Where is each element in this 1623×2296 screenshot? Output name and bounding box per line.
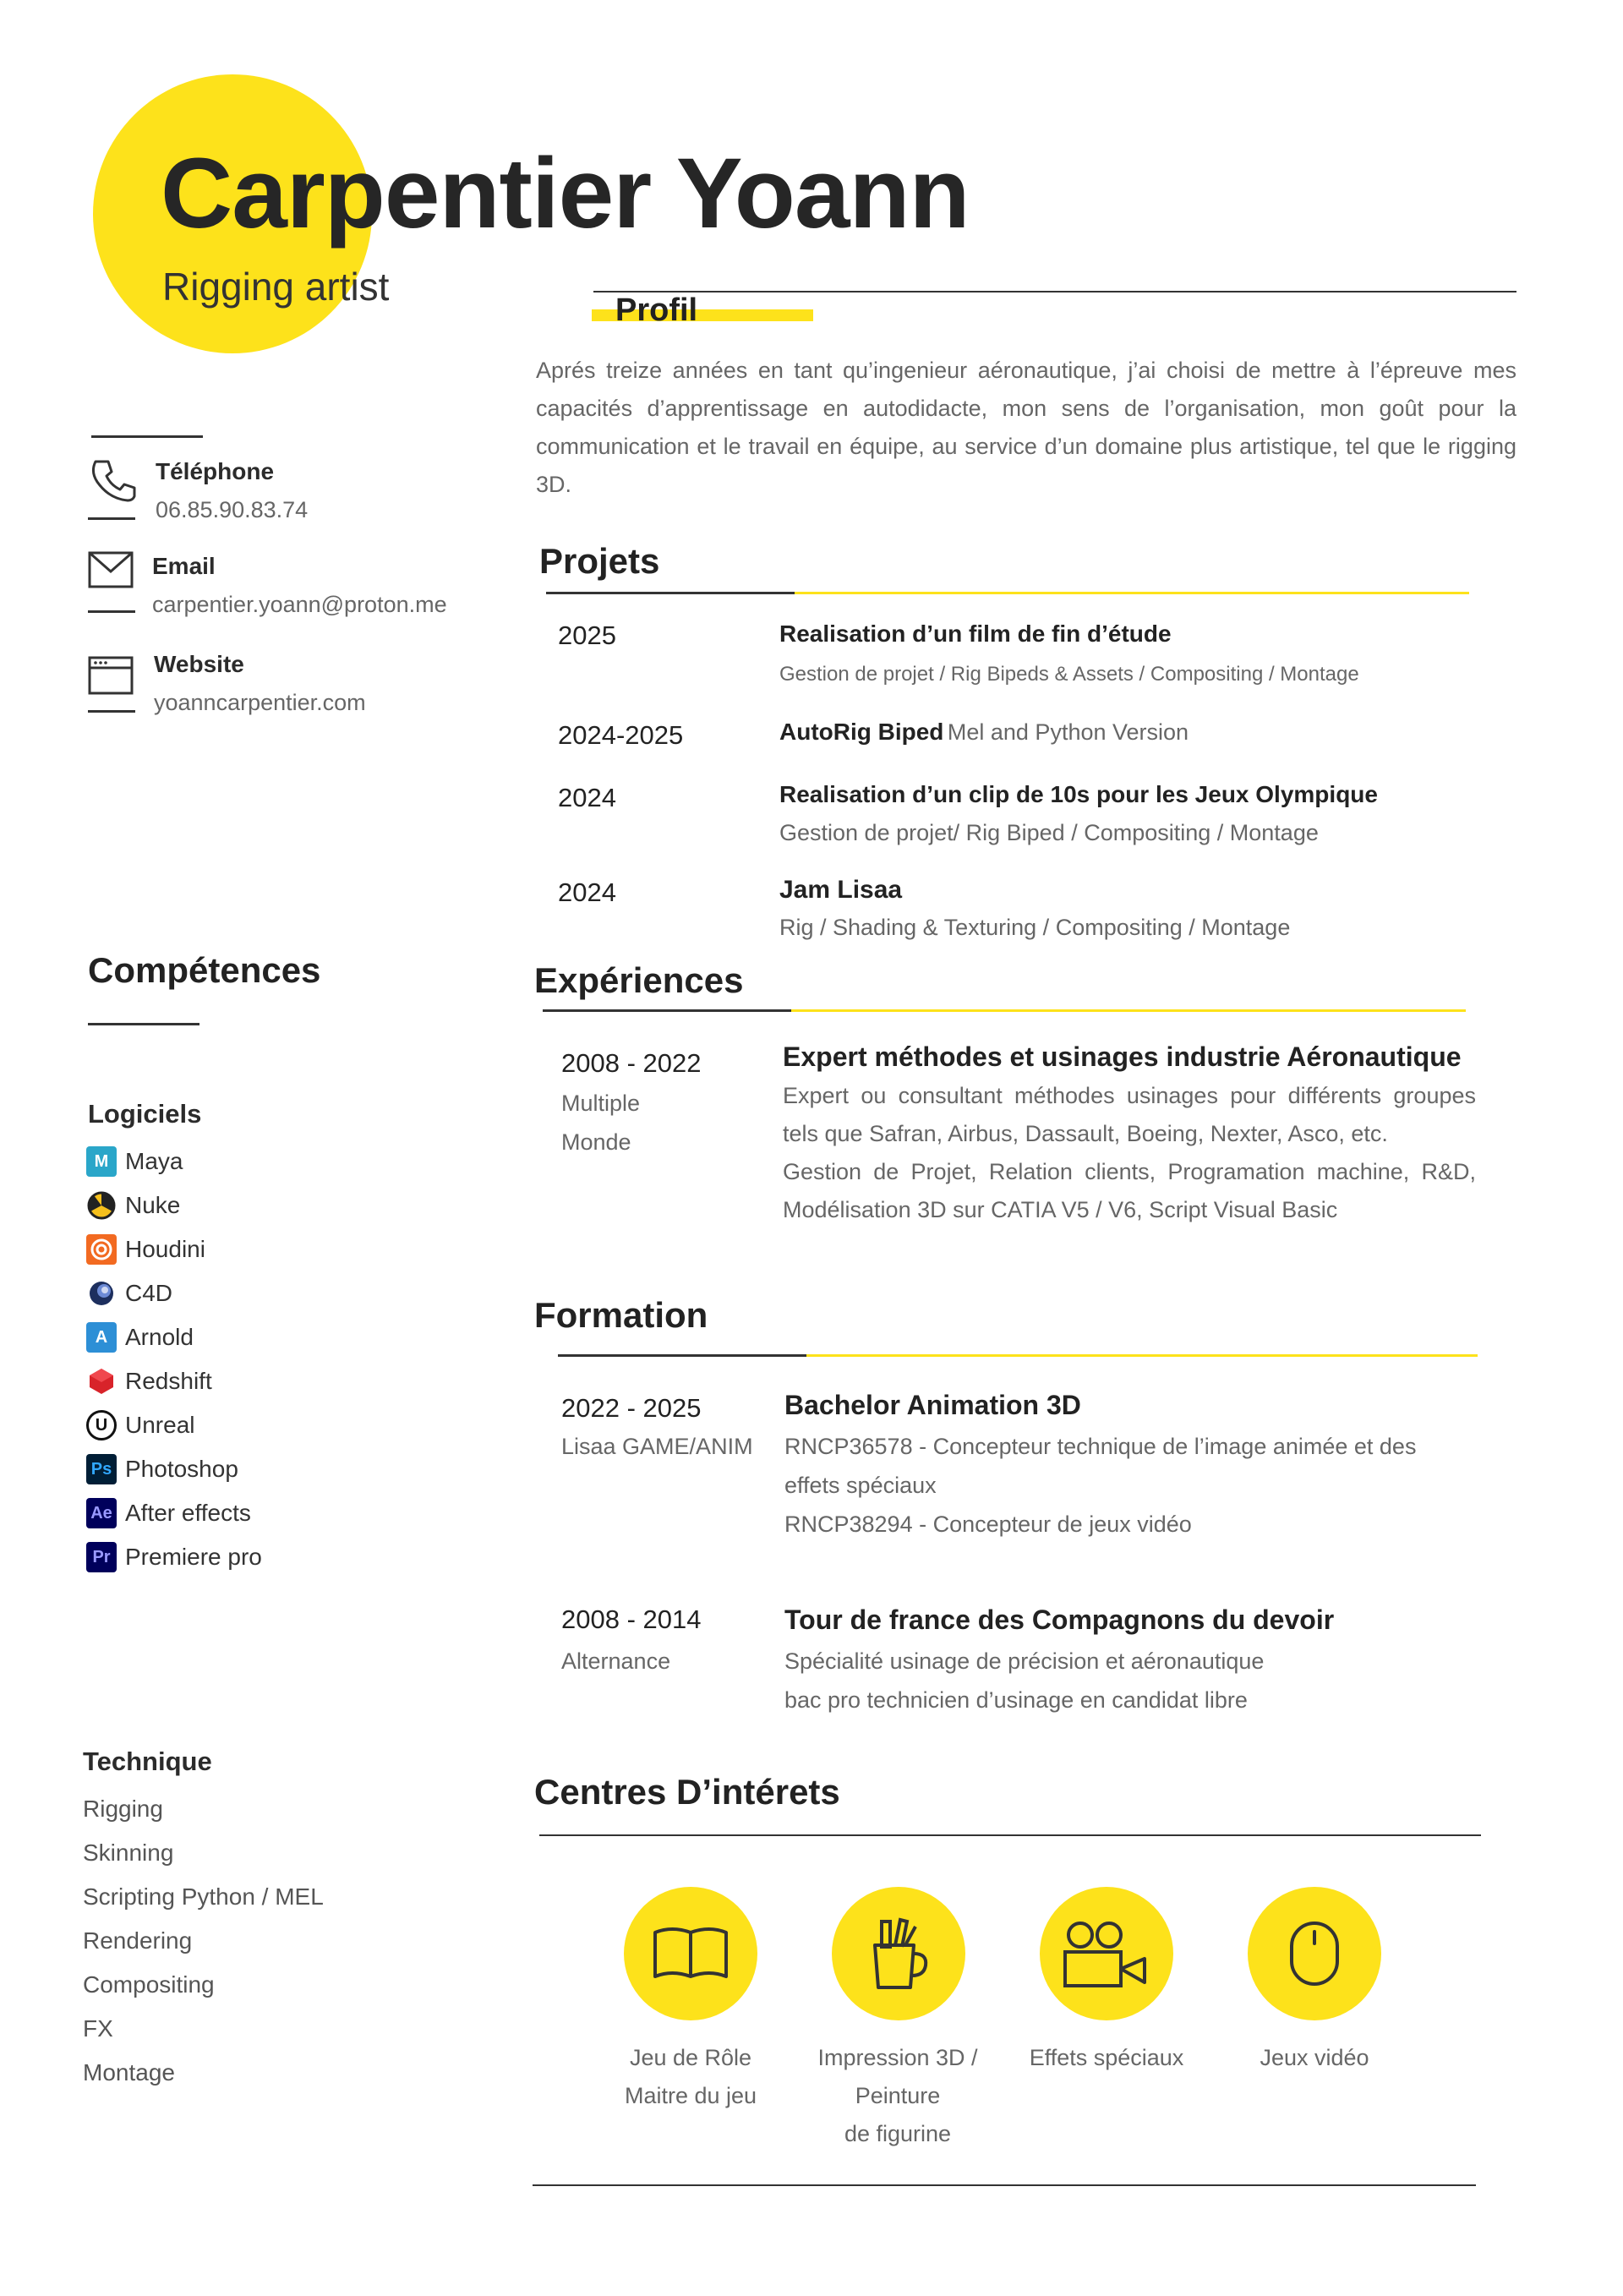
formation-line: RNCP36578 - Concepteur technique de l’image animée et des xyxy=(784,1434,1417,1459)
candidate-role: Rigging artist xyxy=(162,265,390,309)
software-item-premiere-pro xyxy=(86,1539,262,1576)
email-icon xyxy=(88,551,134,588)
software-name: Redshift xyxy=(125,1368,212,1394)
software-item-after-effects xyxy=(86,1495,251,1532)
formation-line: bac pro technicien d’usinage en candidat libre xyxy=(784,1687,1248,1713)
profil-title: Profil xyxy=(615,292,698,328)
nuke-icon xyxy=(86,1190,117,1221)
candidate-name: Carpentier Yoann xyxy=(161,138,970,249)
experiences-dark-rule xyxy=(543,1009,791,1012)
projets-dark-rule xyxy=(546,592,795,594)
experiences-yellow-rule xyxy=(791,1009,1466,1012)
software-name: Nuke xyxy=(125,1192,181,1218)
software-title: Logiciels xyxy=(88,1099,202,1129)
formation-years: 2022 - 2025 xyxy=(561,1393,702,1423)
software-name: Photoshop xyxy=(125,1456,238,1482)
software-name: Unreal xyxy=(125,1412,195,1438)
browser-icon xyxy=(88,656,134,695)
formation-title-item: Bachelor Animation 3D xyxy=(784,1390,1081,1420)
experience-description: Expert ou consultant méthodes usinages pour différents groupes tels que Safran, Airbus, Dassault, Boeing, Nexter, Asco, etc. Gestion de Projet, Relation clients, Programation machine, R&D, Modélisation 3D sur CATIA V5 / V6, Script Visual Basic xyxy=(783,1083,1476,1222)
software-item-photoshop xyxy=(86,1451,238,1488)
experience-title: Expert méthodes et usinages industrie Aéronautique xyxy=(783,1041,1462,1072)
experiences-title: Expériences xyxy=(534,960,744,1000)
camera-icon xyxy=(1060,1918,1153,1989)
technique-item: Rendering xyxy=(83,1927,193,1954)
interest-circle-painting xyxy=(832,1887,965,2020)
software-item-unreal xyxy=(86,1407,194,1444)
project-detail: Rig / Shading & Texturing / Compositing / Montage xyxy=(779,915,1291,940)
software-name: Maya xyxy=(125,1148,183,1174)
website-value[interactable]: yoanncarpentier.com xyxy=(154,690,366,715)
software-name: Premiere pro xyxy=(125,1544,262,1570)
project-detail: Gestion de projet / Rig Bipeds & Assets / Compositing / Montage xyxy=(779,663,1359,686)
project-detail: Mel and Python Version xyxy=(947,719,1189,745)
project-title: Realisation d’un clip de 10s pour les Jeux Olympique xyxy=(779,781,1378,807)
phone-value[interactable]: 06.85.90.83.74 xyxy=(156,497,309,522)
arnold-icon: A xyxy=(86,1322,117,1353)
project-year: 2024 xyxy=(558,877,616,907)
profil-top-rule xyxy=(593,291,1516,292)
software-item-arnold xyxy=(86,1319,194,1356)
phone-label: Téléphone xyxy=(156,458,275,484)
software-item-houdini xyxy=(86,1231,205,1268)
skills-rule xyxy=(88,1023,199,1025)
interest-label-vfx: Effets spéciaux xyxy=(1029,2045,1184,2070)
after-effects-icon: Ae xyxy=(86,1498,117,1528)
contact-top-rule xyxy=(91,435,203,438)
unreal-icon: U xyxy=(86,1410,117,1440)
projets-title: Projets xyxy=(539,541,660,581)
interets-top-rule xyxy=(539,1834,1481,1836)
experience-years: 2008 - 2022 xyxy=(561,1048,702,1078)
email-value[interactable]: carpentier.yoann@proton.me xyxy=(152,592,447,617)
software-name: Houdini xyxy=(125,1236,205,1262)
interets-bottom-rule xyxy=(533,2184,1476,2186)
email-label: Email xyxy=(152,553,216,579)
houdini-icon xyxy=(86,1234,117,1265)
formation-title: Formation xyxy=(534,1295,708,1335)
formation-line: Spécialité usinage de précision et aéronautique xyxy=(784,1648,1265,1674)
formation-place: Lisaa GAME/ANIM xyxy=(561,1434,753,1459)
projets-yellow-rule xyxy=(795,592,1469,594)
interest-circle-videogames xyxy=(1248,1887,1381,2020)
technique-item: FX xyxy=(83,2015,113,2042)
project-line xyxy=(779,719,1189,746)
interest-label-rpg: Jeu de Rôle Maitre du jeu xyxy=(624,2045,757,2108)
software-item-maya xyxy=(86,1143,183,1180)
paint-cup-icon xyxy=(866,1915,931,1993)
formation-dark-rule xyxy=(558,1354,806,1357)
interest-label-videogames: Jeux vidéo xyxy=(1260,2045,1369,2070)
redshift-icon xyxy=(86,1366,117,1397)
software-item-redshift xyxy=(86,1363,212,1400)
mouse-icon xyxy=(1288,1920,1341,1987)
skills-title: Compétences xyxy=(88,950,321,990)
formation-title-item: Tour de france des Compagnons du devoir xyxy=(784,1604,1335,1635)
premiere-pro-icon: Pr xyxy=(86,1542,117,1572)
technique-item: Compositing xyxy=(83,1971,215,1998)
website-rule xyxy=(88,710,135,713)
formation-line: RNCP38294 - Concepteur de jeux vidéo xyxy=(784,1512,1192,1537)
c4d-icon xyxy=(86,1278,117,1309)
software-name: Arnold xyxy=(125,1324,194,1350)
technique-title: Technique xyxy=(83,1747,212,1776)
book-icon xyxy=(650,1924,731,1983)
phone-icon xyxy=(88,456,139,507)
technique-item: Skinning xyxy=(83,1840,174,1866)
formation-yellow-rule xyxy=(806,1354,1478,1357)
interest-circle-rpg xyxy=(624,1887,757,2020)
project-title: Realisation d’un film de fin d’étude xyxy=(779,620,1172,647)
interest-circle-vfx xyxy=(1040,1887,1173,2020)
experience-place: Multiple xyxy=(561,1091,641,1116)
photoshop-icon: Ps xyxy=(86,1454,117,1484)
email-rule xyxy=(88,610,135,613)
project-year: 2025 xyxy=(558,620,616,650)
software-item-nuke xyxy=(86,1187,180,1224)
formation-years: 2008 - 2014 xyxy=(561,1604,702,1634)
technique-item: Rigging xyxy=(83,1796,163,1822)
profil-text: Aprés treize années en tant qu’ingenieur aéronautique, j’ai choisi de mettre à l’épreuve mes capacités d’apprentissage en autodidacte, mon sens de l’organisation, mon goût pour la communication et le travail en équipe, au service d’un domaine plus artistique, tel que le rigging 3D. xyxy=(536,358,1516,497)
experience-place: Monde xyxy=(561,1129,631,1155)
interets-title: Centres D’intérets xyxy=(534,1772,840,1812)
phone-rule xyxy=(88,517,135,520)
technique-item: Montage xyxy=(83,2059,175,2086)
formation-line: effets spéciaux xyxy=(784,1473,937,1498)
project-title: Jam Lisaa xyxy=(779,876,903,904)
maya-icon: M xyxy=(86,1146,117,1177)
formation-place: Alternance xyxy=(561,1648,671,1674)
software-name: C4D xyxy=(125,1280,173,1306)
project-detail: Gestion de projet/ Rig Biped / Compositing / Montage xyxy=(779,820,1319,845)
technique-item: Scripting Python / MEL xyxy=(83,1883,324,1910)
project-year: 2024-2025 xyxy=(558,720,684,750)
project-year: 2024 xyxy=(558,783,616,812)
interest-label-painting: Impression 3D / Peinture de figurine xyxy=(817,2045,978,2146)
project-title: AutoRig Biped xyxy=(779,719,944,745)
website-label: Website xyxy=(154,651,244,677)
software-item-c4d xyxy=(86,1275,172,1312)
software-name: After effects xyxy=(125,1500,251,1526)
